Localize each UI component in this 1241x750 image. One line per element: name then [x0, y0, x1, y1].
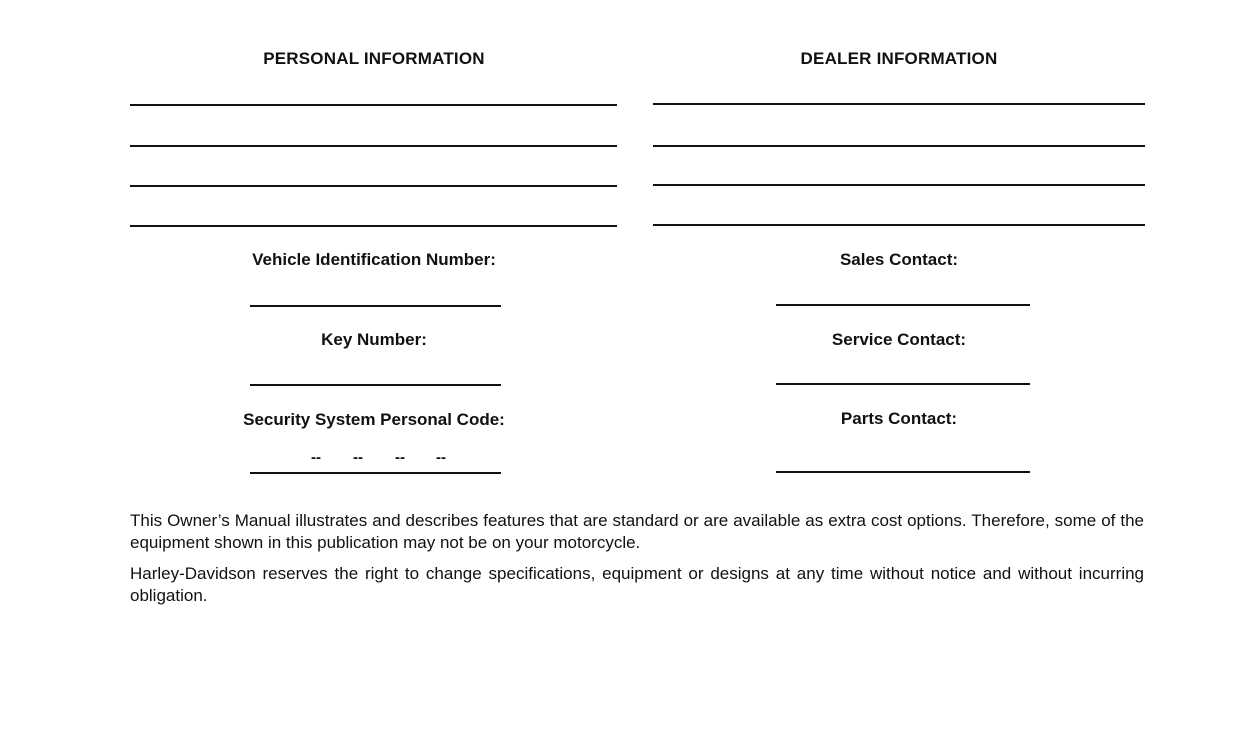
disclaimer-paragraph-1: This Owner’s Manual illustrates and describes features that are standard or are available as extra cost options. Therefore, some of the equipment shown in this publication may not be on your motorcycle.	[130, 511, 1144, 552]
disclaimer-paragraph-2: Harley-Davidson reserves the right to change specifications, equipment or designs at any time without notice and without incurring obligation.	[130, 564, 1144, 605]
personal-info-line-1[interactable]	[130, 104, 617, 106]
security-code-label: Security System Personal Code:	[243, 410, 505, 429]
parts-contact-field-line[interactable]	[776, 471, 1030, 473]
service-contact-field-line[interactable]	[776, 383, 1030, 385]
vin-label: Vehicle Identification Number:	[252, 250, 496, 269]
security-code-digit-4[interactable]: --	[436, 449, 446, 466]
parts-contact-label: Parts Contact:	[840, 409, 958, 428]
personal-info-line-3[interactable]	[130, 185, 617, 187]
dealer-info-line-4[interactable]	[653, 224, 1145, 226]
service-contact-label: Service Contact:	[831, 330, 967, 349]
sales-contact-label: Sales Contact:	[839, 250, 959, 269]
dealer-info-line-2[interactable]	[653, 145, 1145, 147]
personal-info-line-4[interactable]	[130, 225, 617, 227]
dealer-info-line-3[interactable]	[653, 184, 1145, 186]
key-number-field-line[interactable]	[250, 384, 501, 386]
vin-field-line[interactable]	[250, 305, 501, 307]
sales-contact-field-line[interactable]	[776, 304, 1030, 306]
key-number-label: Key Number:	[321, 330, 427, 349]
security-code-field-line[interactable]	[250, 472, 501, 474]
security-code-digit-3[interactable]: --	[395, 449, 405, 466]
dealer-info-line-1[interactable]	[653, 103, 1145, 105]
personal-info-line-2[interactable]	[130, 145, 617, 147]
personal-info-heading: PERSONAL INFORMATION	[263, 49, 485, 68]
security-code-digit-1[interactable]: --	[311, 449, 321, 466]
security-code-digit-2[interactable]: --	[353, 449, 363, 466]
dealer-info-heading: DEALER INFORMATION	[800, 49, 998, 68]
